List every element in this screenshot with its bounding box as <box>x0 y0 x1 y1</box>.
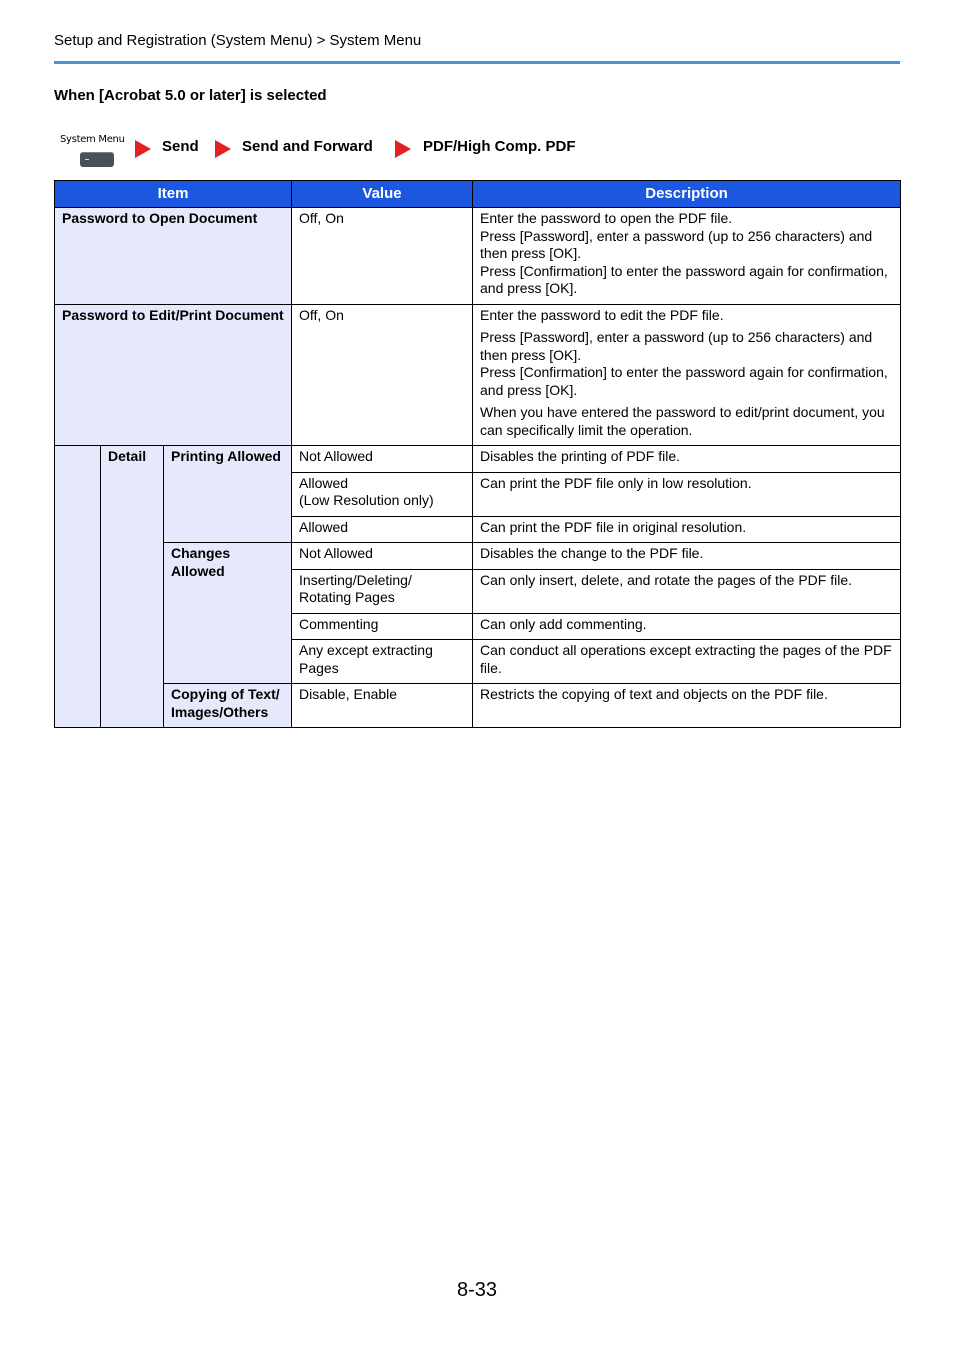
item-copying-allowed: Copying of Text/ Images/Others <box>164 684 292 728</box>
table-row <box>55 208 901 305</box>
menu-step-send: Send <box>162 138 199 155</box>
description-cell <box>473 208 901 305</box>
menu-step-pdf: PDF/High Comp. PDF <box>423 138 576 155</box>
header-rule <box>54 61 900 64</box>
running-header: Setup and Registration (System Menu) > System Menu <box>54 32 422 49</box>
value-line: (Low Resolution only) <box>299 492 434 508</box>
description-line: When you have entered the password to edit/print document, you can specifically limit the operation. <box>480 404 885 438</box>
table-row <box>55 543 901 570</box>
value-cell <box>292 472 473 516</box>
value-cell: Not Allowed <box>292 543 473 570</box>
menu-path <box>60 132 660 172</box>
description-line: Press [Confirmation] to enter the password again for confirmation, and press [OK]. <box>480 364 888 398</box>
item-changes-allowed: Changes Allowed <box>164 543 292 684</box>
item-printing-allowed: Printing Allowed <box>164 446 292 543</box>
arrow-right-icon <box>395 140 411 158</box>
value-cell: Off, On <box>292 208 473 305</box>
system-menu-label: System Menu <box>60 134 125 145</box>
description-line: Press [Password], enter a password (up to 256 characters) and then press [OK]. <box>480 227 873 261</box>
value-cell: Any except extracting Pages <box>292 640 473 684</box>
indent-cell <box>55 446 101 728</box>
value-cell: Not Allowed <box>292 446 473 473</box>
description-cell: Can print the PDF file only in low resolution. <box>473 472 901 516</box>
description-cell: Disables the printing of PDF file. <box>473 446 901 473</box>
item-password-open: Password to Open Document <box>55 208 292 305</box>
description-cell: Restricts the copying of text and objects on the PDF file. <box>473 684 901 728</box>
column-header-description: Description <box>473 181 901 208</box>
description-line: Press [Password], enter a password (up to 256 characters) and then press [OK]. <box>480 329 873 363</box>
table-row <box>55 304 901 446</box>
description-cell: Can conduct all operations except extracting the pages of the PDF file. <box>473 640 901 684</box>
page-number: 8-33 <box>456 1279 498 1301</box>
description-cell: Can only insert, delete, and rotate the pages of the PDF file. <box>473 569 901 613</box>
arrow-right-icon <box>135 140 151 158</box>
value-cell: Inserting/Deleting/ Rotating Pages <box>292 569 473 613</box>
settings-table <box>54 180 901 728</box>
description-cell <box>473 304 901 446</box>
value-line: Allowed <box>299 474 349 491</box>
section-title: When [Acrobat 5.0 or later] is selected <box>54 87 327 104</box>
description-cell: Can only add commenting. <box>473 613 901 640</box>
table-row <box>55 446 901 473</box>
item-password-edit: Password to Edit/Print Document <box>55 304 292 446</box>
column-header-value: Value <box>292 181 473 208</box>
value-cell: Disable, Enable <box>292 684 473 728</box>
table-row <box>55 684 901 728</box>
value-cell: Commenting <box>292 613 473 640</box>
detail-label: Detail <box>101 446 164 728</box>
table-header-row <box>55 181 901 208</box>
description-cell: Can print the PDF file in original resolution. <box>473 516 901 543</box>
system-menu-key-icon <box>80 152 114 167</box>
column-header-item: Item <box>55 181 292 208</box>
menu-step-send-and-forward: Send and Forward <box>242 138 373 155</box>
value-cell: Allowed <box>292 516 473 543</box>
description-line: Enter the password to open the PDF file. <box>480 210 733 226</box>
description-cell: Disables the change to the PDF file. <box>473 543 901 570</box>
description-line: Enter the password to edit the PDF file. <box>480 306 724 323</box>
arrow-right-icon <box>215 140 231 158</box>
description-line: Press [Confirmation] to enter the password again for confirmation, and press [OK]. <box>480 262 888 296</box>
value-cell: Off, On <box>292 304 473 446</box>
